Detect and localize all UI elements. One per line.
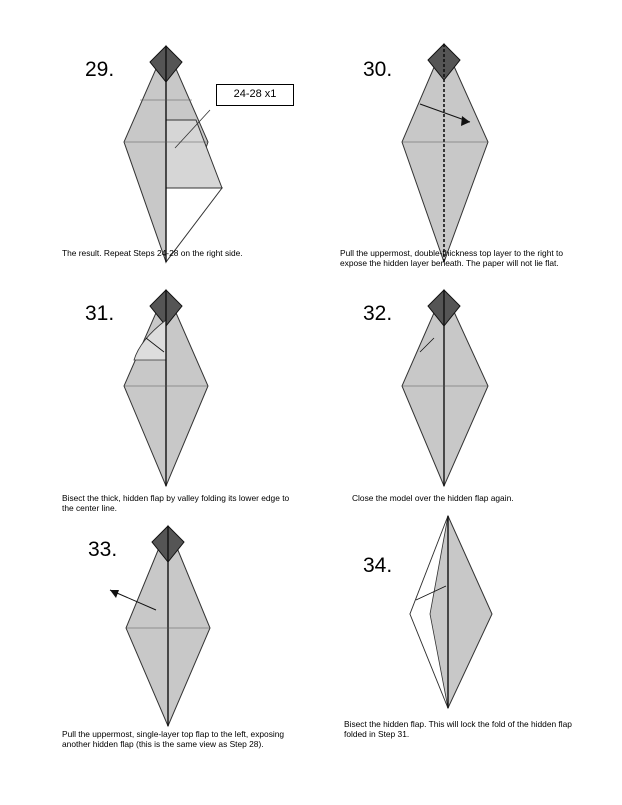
- step-caption: Bisect the thick, hidden flap by valley folding its lower edge to the center line.: [62, 493, 290, 513]
- step-caption: Close the model over the hidden flap again.: [352, 493, 514, 503]
- step-number: 32.: [363, 302, 393, 325]
- step-number: 31.: [85, 302, 115, 325]
- step-number: 34.: [363, 554, 393, 577]
- step-caption: The result. Repeat Steps 24-28 on the right side.: [62, 248, 243, 258]
- step-number: 30.: [363, 58, 393, 81]
- step-number: 29.: [85, 58, 115, 81]
- step-caption: Pull the uppermost, single-layer top flap to the left, exposing another hidden flap (this is the same view as Step 28).: [62, 729, 285, 749]
- step-caption: Pull the uppermost, double-thickness top layer to the right to expose the hidden layer beneath. The paper will not lie flat.: [340, 248, 563, 268]
- step-caption: Bisect the hidden flap. This will lock the fold of the hidden flap folded in Step 31.: [344, 719, 572, 739]
- step-number: 33.: [88, 538, 118, 561]
- callout-box: 24-28 x1: [216, 84, 294, 106]
